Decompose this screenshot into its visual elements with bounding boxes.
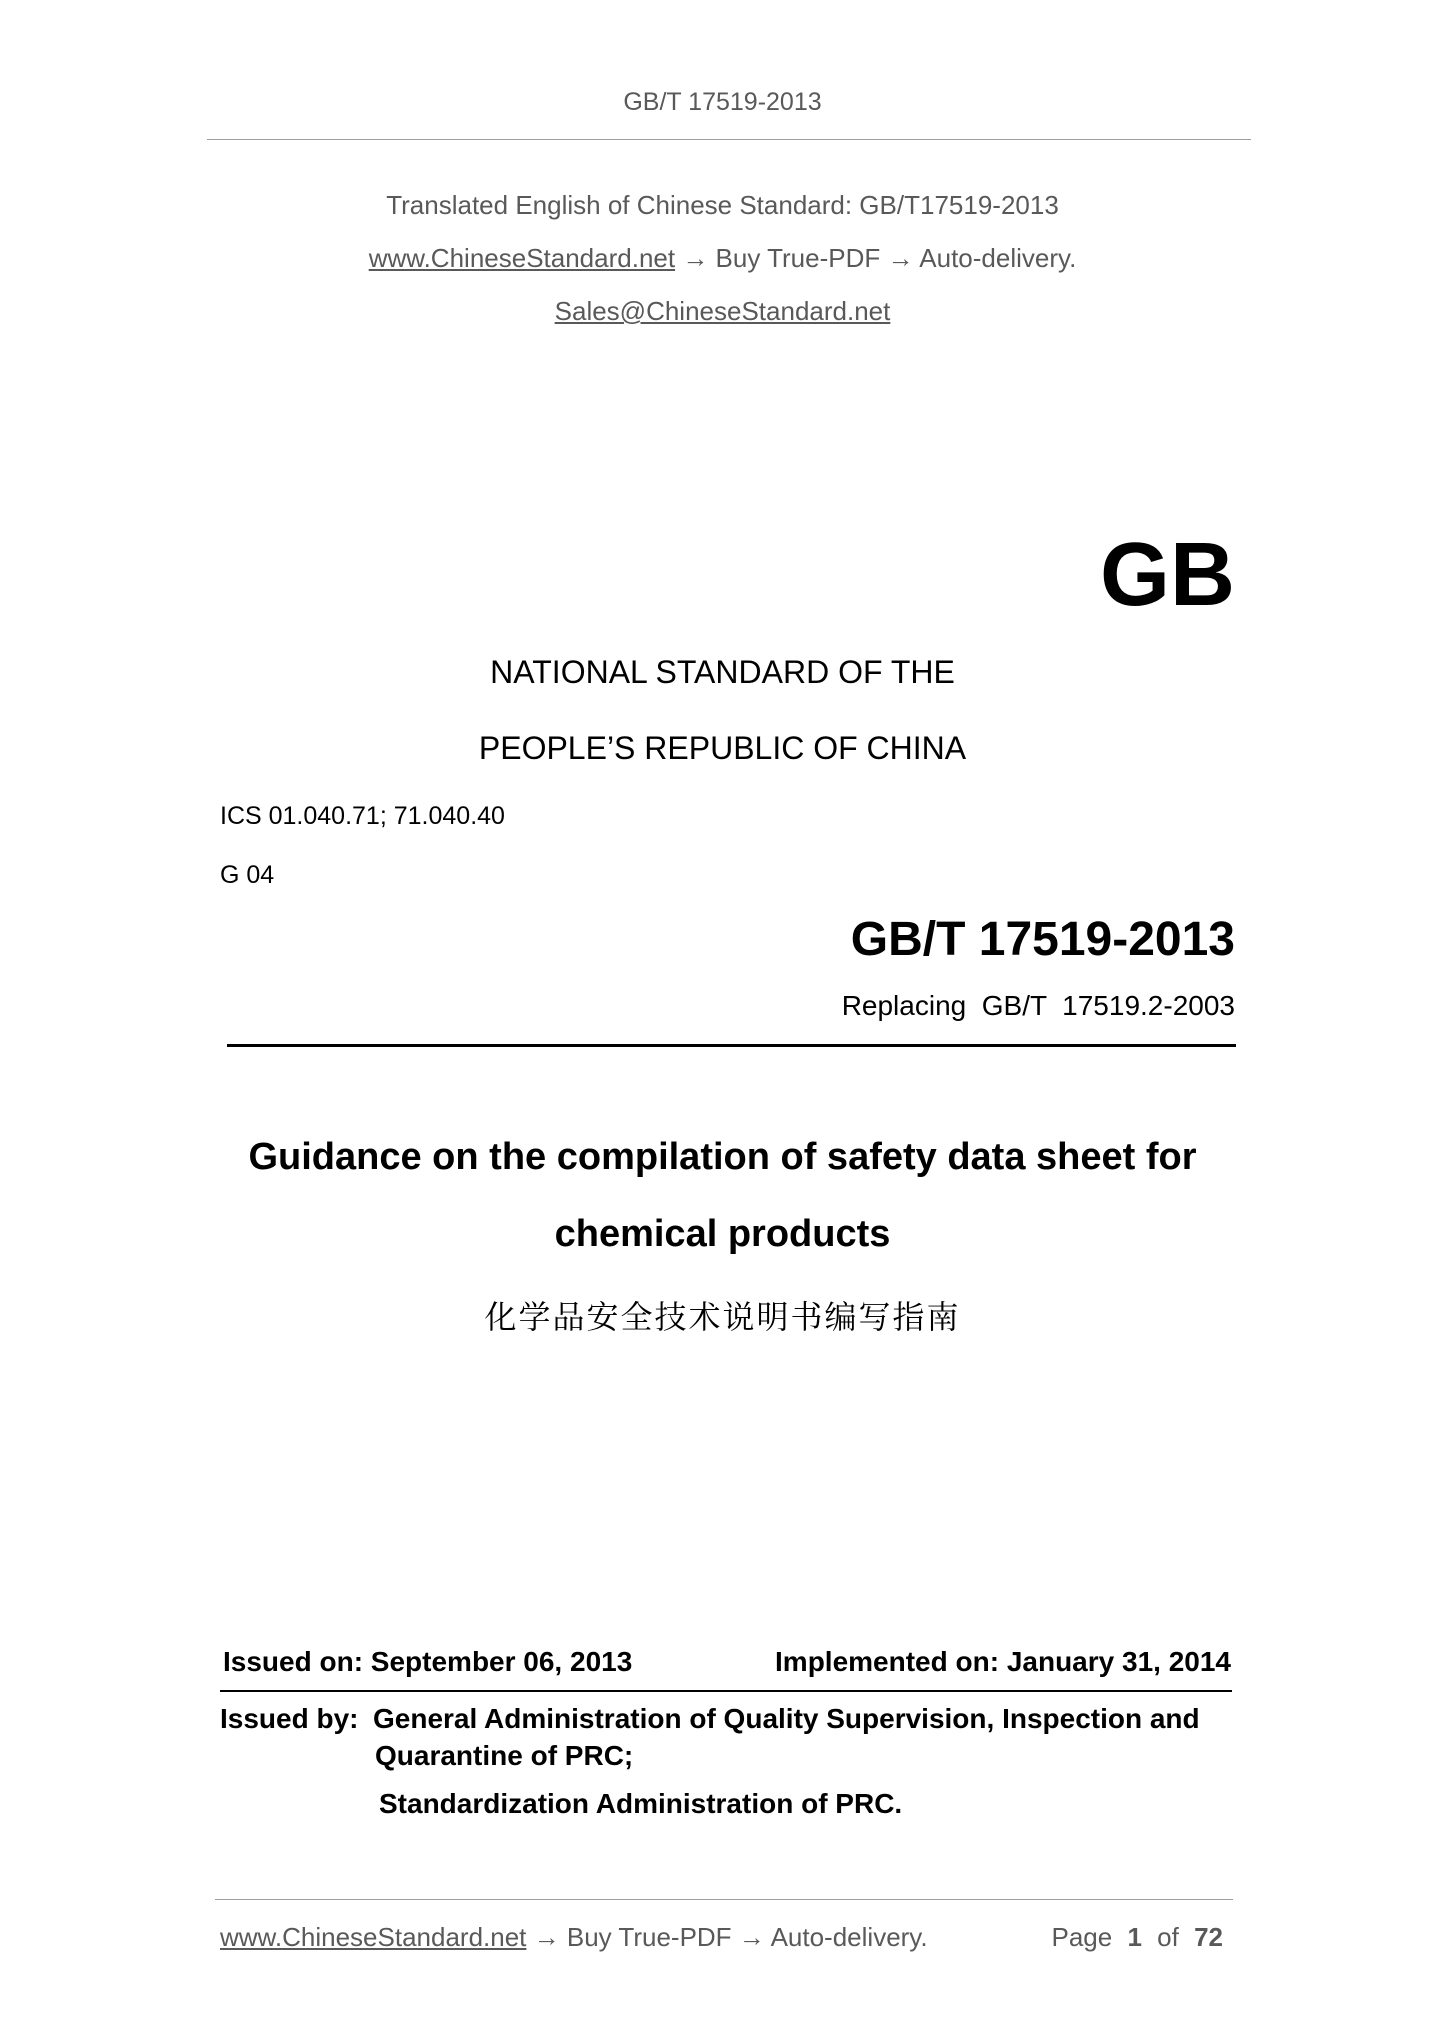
issued-by-label: Issued by: [220,1703,359,1734]
footer-site-link[interactable]: www.ChineseStandard.net [220,1922,527,1952]
footer-page-total: 72 [1194,1922,1223,1952]
standard-number-rule [227,1044,1236,1047]
footer-buy-text: → Buy True-PDF → Auto-delivery. [526,1922,928,1952]
footer-of-label: of [1157,1922,1179,1952]
promo-email-link[interactable]: Sales@ChineseStandard.net [554,296,891,326]
standard-number: GB/T 17519-2013 [850,913,1235,966]
footer-buy-line [220,1922,928,1953]
ccs-code: G 04 [220,861,275,889]
english-title-line2: chemical products [554,1213,891,1255]
header-rule [207,139,1251,140]
issued-by-line2: Quarantine of PRC; [375,1740,634,1771]
issued-by-line1: General Administration of Quality Supervision, Inspection and [373,1703,1200,1734]
implemented-on-date: Implemented on: January 31, 2014 [775,1646,1231,1677]
chinese-title: 化学品安全技术说明书编写指南 [484,1299,961,1335]
national-standard-line1: NATIONAL STANDARD OF THE [490,654,955,690]
footer-page-label: Page [1051,1922,1113,1952]
national-standard-line2: PEOPLE’S REPUBLIC OF CHINA [478,730,967,766]
english-title-line1: Guidance on the compilation of safety data sheet for [248,1136,1197,1178]
promo-site-link[interactable]: www.ChineseStandard.net [368,243,676,273]
replacing-note: Replacing GB/T 17519.2-2003 [841,990,1235,1021]
promo-translated-line: Translated English of Chinese Standard: GB/T17519-2013 [386,190,1059,220]
gb-mark: GB [1100,525,1235,625]
promo-buy-text: → Buy True-PDF → Auto-delivery. [675,243,1077,273]
dates-rule [220,1690,1232,1692]
issued-on-date: Issued on: September 06, 2013 [223,1646,633,1677]
issued-by-line3: Standardization Administration of PRC. [379,1788,903,1819]
footer-page-indicator [1051,1922,1223,1953]
running-header-title: GB/T 17519-2013 [623,88,822,116]
footer-rule [215,1899,1233,1900]
footer-page-number: 1 [1127,1922,1142,1952]
promo-email-line [0,296,1445,327]
promo-buy-line [0,243,1445,274]
ics-code: ICS 01.040.71; 71.040.40 [220,802,505,830]
